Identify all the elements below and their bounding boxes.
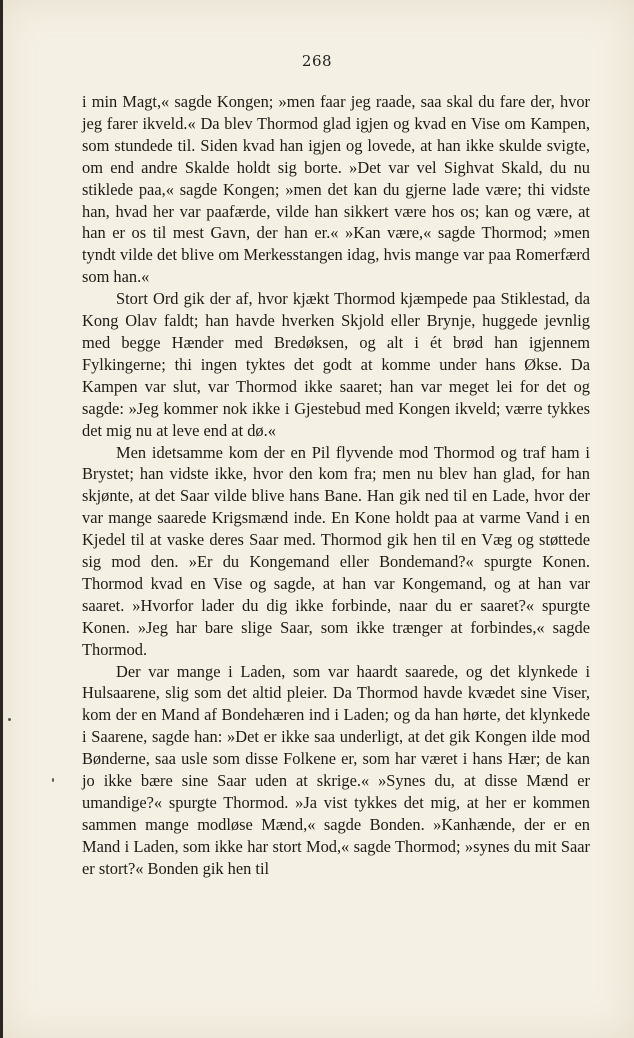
paragraph-1: i min Magt,« sagde Kongen; »men faar jeg raade, saa skal du fare der, hvor jeg farer ikveld.« Da blev Thormod glad igjen og kvad en Vise om Kampen, som stundede til. Siden kvad han igjen og lovede, at han ikke skulde svigte, om end andre Skalde holdt sig borte. »Det var vel Sighvat Skald, du nu stiklede paa,« sagde Kongen; »men det kan du gjerne lade være; thi vidste han, hvad her var paafærde, vilde han sikkert være hos os; kan og være, at han er os til mest Gavn, der han er.« »Kan være,« sagde Thormod; »men tyndt vilde det blive om Merkesstangen idag, hvis mange var paa Romerfærd som han.« bbox=[82, 92, 590, 287]
page-number: 268 bbox=[301, 52, 333, 70]
paragraph-4: Der var mange i Laden, som var haardt saarede, og det klynkede i Hulsaarene, slig som det altid pleier. Da Thormod havde kvædet sine Viser, kom der en Mand af Bondehæren ind i Laden; og da han hørte, det klynkede i Saarene, sagde han: »Det er ikke saa underligt, at det gik Kongen ilde mod Bønderne, saa usle som disse Folkene er, som har været i hans Hær; de kan jo ikke bære sine Saar uden at skrige.« »Synes du, at disse Mænd er umandige?« spurgte Thormod. »Ja vist tykkes det mig, at her er kommen sammen mange modløse Mænd,« sagde Bonden. »Kanhænde, der er en Mand i Laden, som ikke har stort Mod,« sagde Thormod; »synes du mit Saar er stort?« Bonden gik hen til bbox=[82, 661, 590, 878]
page-edge bbox=[0, 0, 3, 1038]
body-text bbox=[82, 91, 590, 880]
paragraph-2: Stort Ord gik der af, hvor kjækt Thormod kjæmpede paa Stiklestad, da Kong Olav faldt; han havde hverken Skjold eller Brynje, huggede jevnlig med begge Hænder med Bredøksen, og alt i ét brød han igjennem Fylkingerne; thi ingen tyktes det godt at komme under hans Økse. Da Kampen var slut, var Thormod ikke saaret; han var meget lei for det og sagde: »Jeg kommer nok ikke i Gjestebud med Kongen ikveld; værre tykkes det mig nu at leve end at dø.« bbox=[82, 289, 590, 440]
paragraph-3: Men idetsamme kom der en Pil flyvende mod Thormod og traf ham i Brystet; han vidste ikke, hvor den kom fra; men nu blev han glad, for han skjønte, at det Saar vilde blive hans Bane. Han gik ned til en Lade, hvor der var mange saarede Krigsmænd inde. En Kone holdt paa at varme Vand i en Kjedel til at vaske deres Saar med. Thormod gik hen til en Væg og støttede sig mod den. »Er du Kongemand eller Bondemand?« spurgte Konen. Thormod kvad en Vise og sagde, at han var Kongemand, og at han var saaret. »Hvorfor lader du dig ikke forbinde, naar du er saaret?« spurgte Konen. »Jeg har bare slige Saar, som ikke trænger at forbindes,« sagde Thormod. bbox=[82, 442, 590, 659]
margin-speck bbox=[8, 718, 11, 721]
margin-speck bbox=[52, 778, 54, 782]
